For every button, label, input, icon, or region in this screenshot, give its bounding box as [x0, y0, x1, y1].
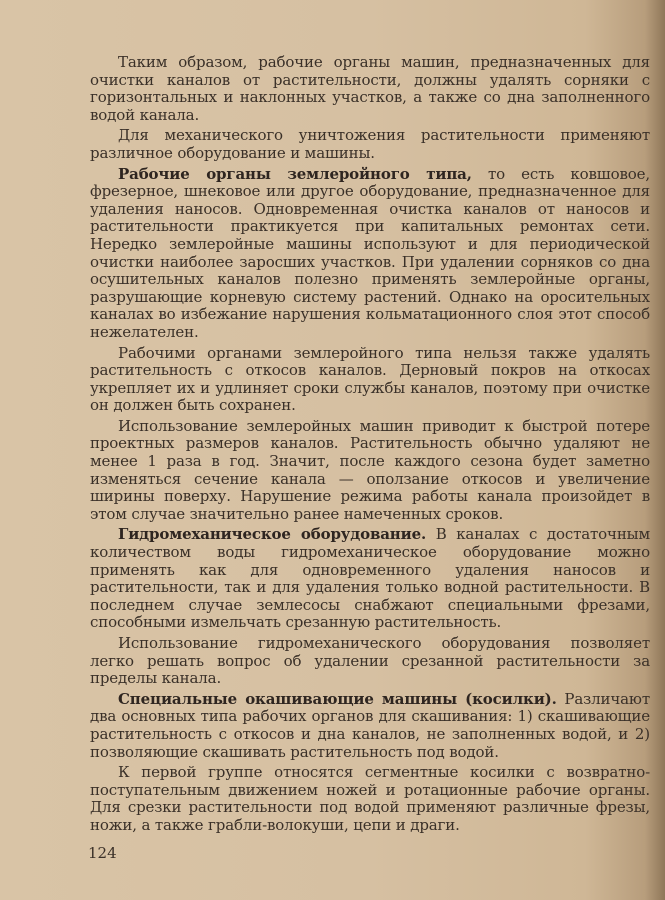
paragraph-text: К первой группе относятся сегментные косилки с возвратно-поступательным движением ножей и ротационные рабочие органы. Для срезки растительности под водой применяют различные фрезы, ножи, а также грабли-волокуши, цепи и драги.	[90, 763, 650, 834]
section-heading: Рабочие органы землеройного типа,	[118, 164, 472, 183]
paragraph-text: Для механического уничтожения растительности применяют различное оборудование и машины.	[90, 126, 650, 162]
paragraph-text: Использование гидромеханического оборудования позволяет легко решать вопрос об удалении срезанной растительности за пределы канала.	[90, 634, 650, 688]
paragraph-9	[90, 764, 650, 834]
paragraph-text: Использование землеройных машин приводит к быстрой потере проектных размеров каналов. Растительность обычно удаляют не менее 1 раза в год. Значит, после каждого сезона будет заметно изменяться сечение канала — оползание откосов и увеличение ширины поверху. Нарушение режима работы канала произойдет в этом случае значительно ранее намеченных сроков.	[90, 416, 650, 523]
section-heading: Гидромеханическое оборудование.	[118, 525, 427, 544]
paragraph-3	[90, 166, 650, 342]
paragraph-7	[90, 635, 650, 688]
paragraph-1	[90, 54, 650, 124]
paragraph-4	[90, 345, 650, 415]
paragraph-text: то есть ковшовое, фрезерное, шнековое или другое оборудование, предназначенное для удаления наносов. Одновременная очистка каналов от наносов и растительности практикуется при капитальных ремонтах сети. Нередко землеройные машины используют и для периодической очистки наиболее заросших участков. При удалении сорняков со дна осушительных каналов полезно применять землеройные органы, разрушающие корневую систему растений. Однако на оросительных каналах во избежание нарушения кольматационного слоя этот способ нежелателен.	[90, 164, 651, 341]
paragraph-6	[90, 526, 650, 632]
paragraph-2	[90, 127, 650, 162]
section-heading: Специальные окашивающие машины (косилки).	[118, 689, 557, 708]
paragraph-text: Таким образом, рабочие органы машин, предназначенных для очистки каналов от растительности, должны удалять сорняки с горизонтальных и наклонных участков, а также со дна заполненного водой канала.	[90, 53, 650, 124]
body-text	[90, 54, 650, 835]
paragraph-text: Различают два основных типа рабочих органов для скашивания: 1) скашивающие растительность с откосов и дна каналов, не заполненных водой, и 2) позволяющие скашивать растительность под водой.	[90, 689, 650, 761]
paragraph-text: Рабочими органами землеройного типа нельзя также удалять растительность с откосов каналов. Дерновый покров на откосах укрепляет их и удлиняет сроки службы каналов, поэтому при очистке он должен быть сохранен.	[90, 343, 650, 415]
paragraph-text: В каналах с достаточным количеством воды гидромеханическое оборудование можно применять как для одновременного удаления наносов и растительности, так и для удаления только водной растительности. В последнем случае землесосы снабжают специальными фрезами, способными измельчать срезанную растительность.	[90, 525, 650, 632]
paragraph-5	[90, 418, 650, 524]
page-number: 124	[88, 844, 117, 862]
paragraph-8	[90, 691, 650, 761]
